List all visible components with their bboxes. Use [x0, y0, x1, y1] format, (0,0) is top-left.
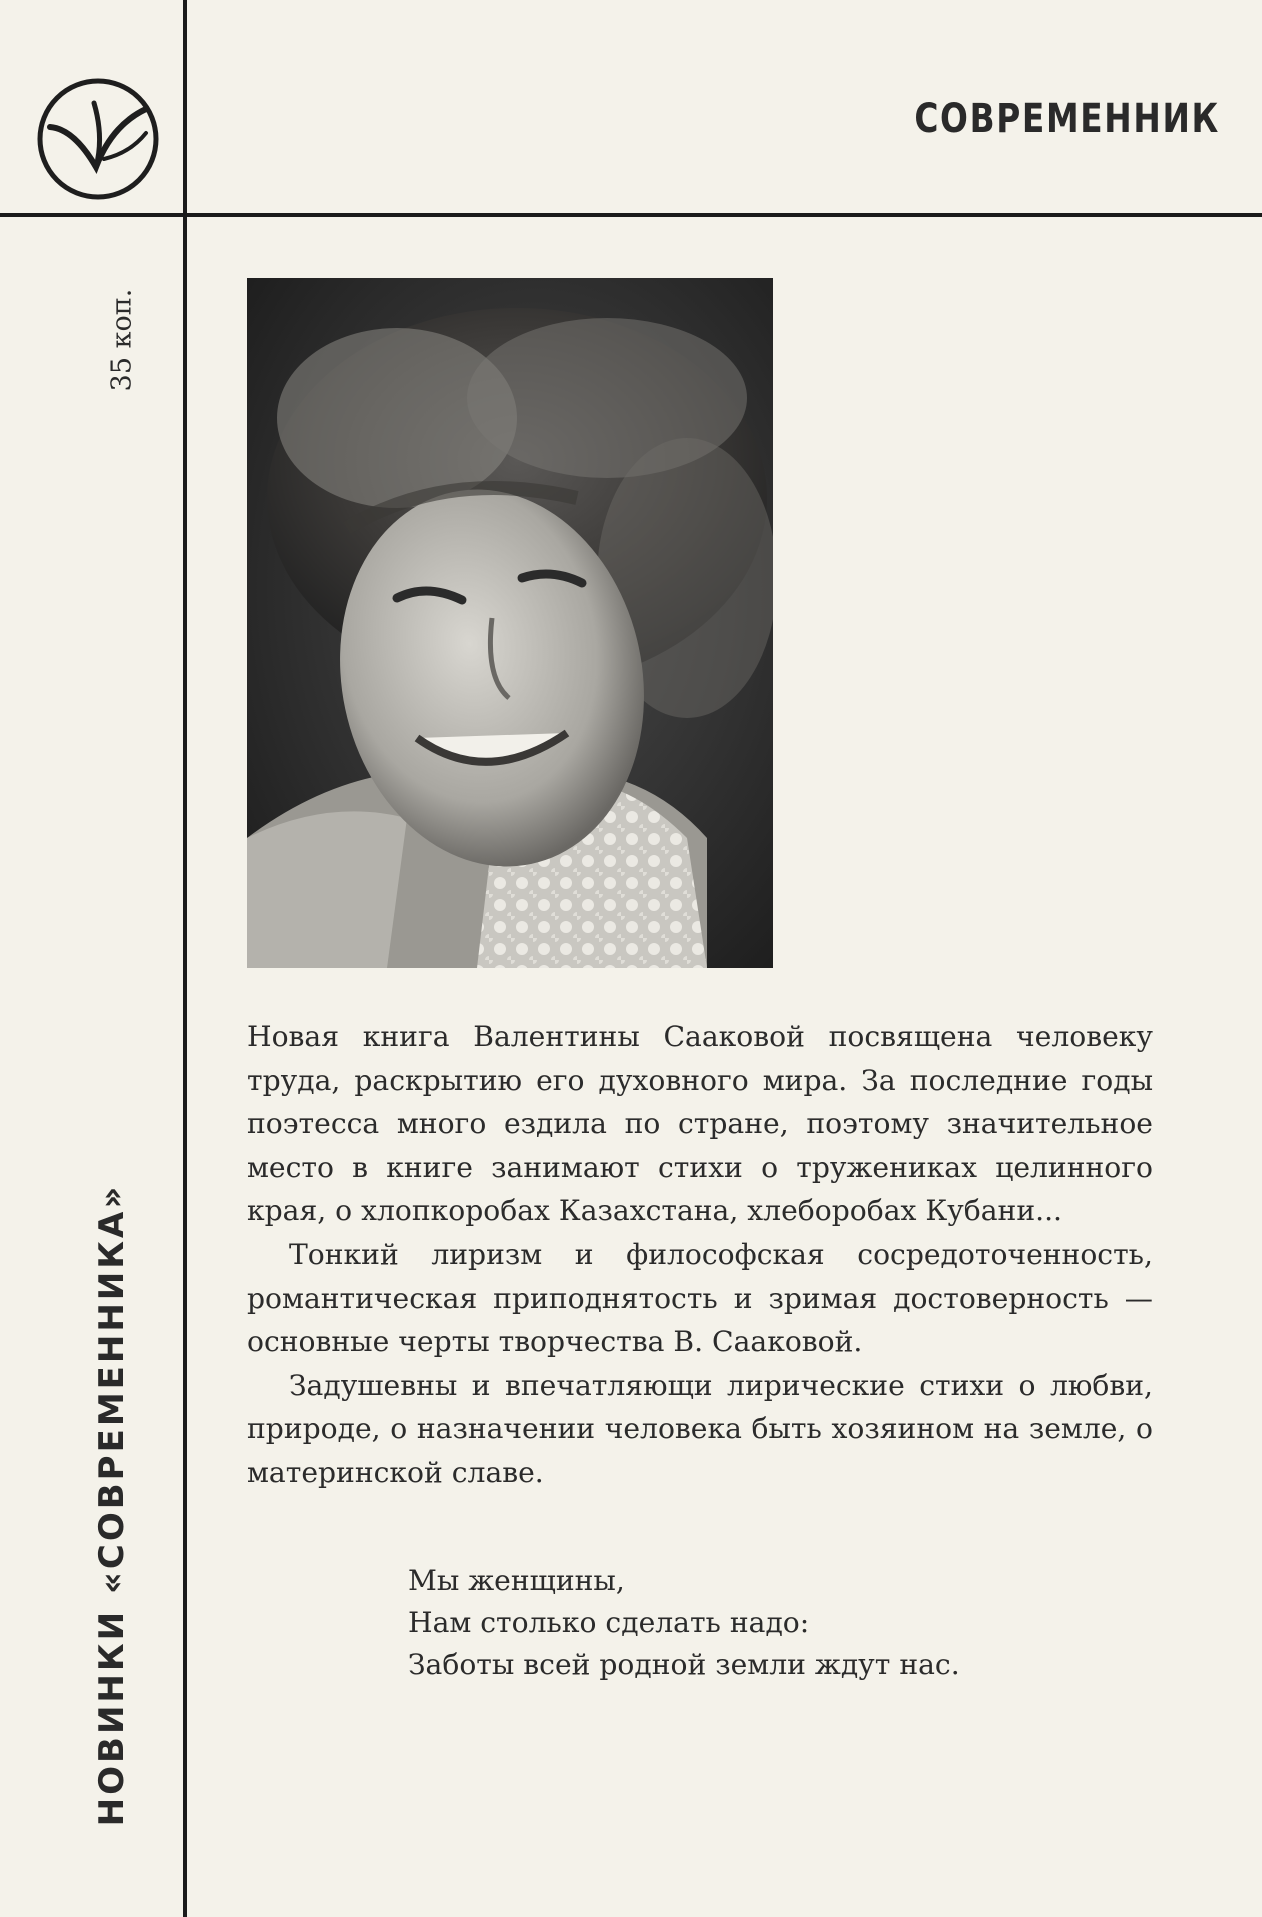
series-title: НОВИНКИ «СОВРЕМЕННИКА» [92, 1183, 132, 1827]
author-photo [247, 278, 773, 968]
verse-line-1: Мы женщины, [408, 1564, 625, 1597]
verse-line-3: Заботы всей родной земли ждут нас. [408, 1648, 960, 1681]
description-text [247, 1015, 1153, 1495]
verse-quote [408, 1560, 960, 1686]
paragraph-2: Тонкий лиризм и философская сосредоточенность, романтическая приподнятость и зримая достоверность — основные черты творчества В. Сааковой. [247, 1237, 1153, 1359]
paragraph-3: Задушевны и впечатляющи лирические стихи о любви, природе, о назначении человека быть хозяином на земле, о материнской славе. [247, 1368, 1153, 1489]
paragraph-1: Новая книга Валентины Сааковой посвящена человеку труда, раскрытию его духовного мира. За последние годы поэтесса много ездила по стране, поэтому значительное место в книге занимают стихи о тружениках целинного края, о хлопкоробах Казахстана, хлеборобах Кубани... [247, 1020, 1153, 1228]
horizontal-rule [0, 213, 1262, 217]
publisher-name: СОВРЕМЕННИК [914, 96, 1220, 142]
vertical-rule [183, 0, 187, 1917]
sovremennik-logo-icon [34, 75, 162, 203]
price-label: 35 коп. [106, 288, 138, 392]
verse-line-2: Нам столько сделать надо: [408, 1606, 810, 1639]
portrait-image [247, 278, 773, 968]
